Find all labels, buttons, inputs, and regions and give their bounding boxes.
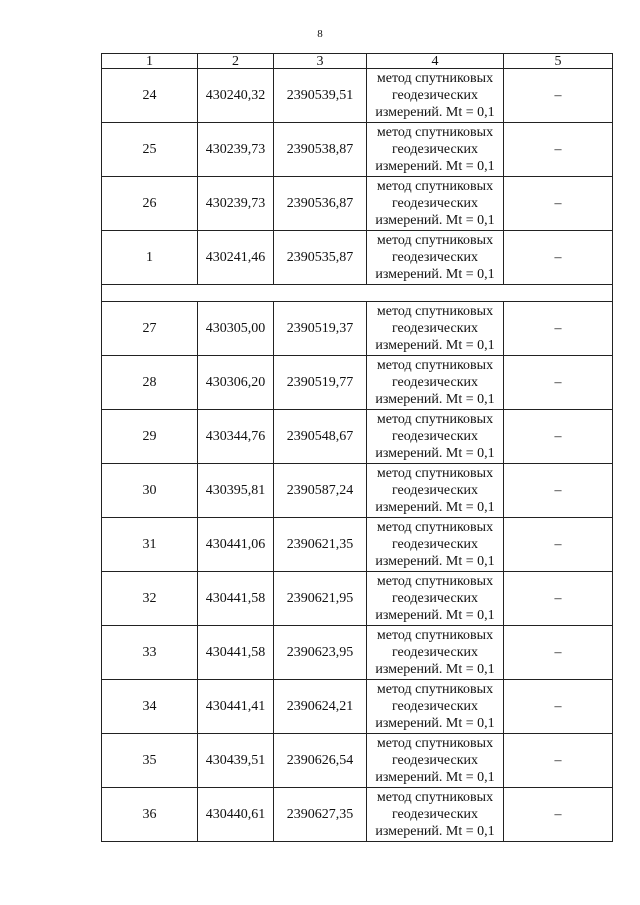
method-line: метод спутниковых bbox=[376, 574, 494, 589]
method-line: измерений. Mt = 0,1 bbox=[375, 716, 495, 731]
table-row bbox=[102, 410, 613, 464]
method-line: геодезических bbox=[391, 591, 478, 606]
method-line: метод спутниковых bbox=[376, 358, 494, 373]
y-coordinate-cell: 2390587,24 bbox=[274, 464, 367, 518]
method-cell bbox=[367, 518, 504, 572]
header-row bbox=[102, 54, 613, 69]
table-row bbox=[102, 572, 613, 626]
method-cell bbox=[367, 356, 504, 410]
y-coordinate-cell: 2390535,87 bbox=[274, 231, 367, 285]
method-line: геодезических bbox=[391, 753, 478, 768]
method-line: геодезических bbox=[391, 699, 478, 714]
method-line: метод спутниковых bbox=[376, 179, 494, 194]
note-cell: – bbox=[504, 464, 613, 518]
method-cell bbox=[367, 464, 504, 518]
method-line: геодезических bbox=[391, 250, 478, 265]
method-line: геодезических bbox=[391, 537, 478, 552]
point-number-cell: 32 bbox=[102, 572, 198, 626]
x-coordinate-cell: 430441,58 bbox=[198, 572, 274, 626]
method-line: геодезических bbox=[391, 375, 478, 390]
method-line: метод спутниковых bbox=[376, 466, 494, 481]
table-row bbox=[102, 231, 613, 285]
method-line: измерений. Mt = 0,1 bbox=[375, 338, 495, 353]
page-number: 8 bbox=[317, 28, 323, 40]
x-coordinate-cell: 430239,73 bbox=[198, 123, 274, 177]
method-line: метод спутниковых bbox=[376, 736, 494, 751]
table-row bbox=[102, 734, 613, 788]
x-coordinate-cell: 430440,61 bbox=[198, 788, 274, 842]
y-coordinate-cell: 2390624,21 bbox=[274, 680, 367, 734]
table-row bbox=[102, 356, 613, 410]
point-number-cell: 31 bbox=[102, 518, 198, 572]
method-line: измерений. Mt = 0,1 bbox=[375, 159, 495, 174]
method-line: геодезических bbox=[391, 645, 478, 660]
y-coordinate-cell: 2390548,67 bbox=[274, 410, 367, 464]
x-coordinate-cell: 430439,51 bbox=[198, 734, 274, 788]
point-number-cell: 35 bbox=[102, 734, 198, 788]
table-row bbox=[102, 788, 613, 842]
method-line: метод спутниковых bbox=[376, 304, 494, 319]
point-number-cell: 1 bbox=[102, 231, 198, 285]
table-row bbox=[102, 123, 613, 177]
x-coordinate-cell: 430240,32 bbox=[198, 69, 274, 123]
y-coordinate-cell: 2390626,54 bbox=[274, 734, 367, 788]
method-line: метод спутниковых bbox=[376, 628, 494, 643]
method-line: геодезических bbox=[391, 196, 478, 211]
method-cell bbox=[367, 69, 504, 123]
method-line: измерений. Mt = 0,1 bbox=[375, 770, 495, 785]
point-number-cell: 34 bbox=[102, 680, 198, 734]
header-cell: 4 bbox=[367, 54, 504, 69]
method-line: геодезических bbox=[391, 88, 478, 103]
method-line: геодезических bbox=[391, 321, 478, 336]
group-separator-row bbox=[102, 285, 613, 302]
method-line: измерений. Mt = 0,1 bbox=[375, 824, 495, 839]
method-line: геодезических bbox=[391, 807, 478, 822]
note-cell: – bbox=[504, 626, 613, 680]
method-line: геодезических bbox=[391, 142, 478, 157]
method-line: измерений. Mt = 0,1 bbox=[375, 105, 495, 120]
x-coordinate-cell: 430306,20 bbox=[198, 356, 274, 410]
method-cell bbox=[367, 626, 504, 680]
x-coordinate-cell: 430344,76 bbox=[198, 410, 274, 464]
method-cell bbox=[367, 410, 504, 464]
method-line: измерений. Mt = 0,1 bbox=[375, 267, 495, 282]
y-coordinate-cell: 2390539,51 bbox=[274, 69, 367, 123]
method-cell bbox=[367, 177, 504, 231]
method-line: метод спутниковых bbox=[376, 233, 494, 248]
table-row bbox=[102, 518, 613, 572]
note-cell: – bbox=[504, 734, 613, 788]
header-cell: 3 bbox=[274, 54, 367, 69]
y-coordinate-cell: 2390627,35 bbox=[274, 788, 367, 842]
table-row bbox=[102, 680, 613, 734]
note-cell: – bbox=[504, 231, 613, 285]
y-coordinate-cell: 2390538,87 bbox=[274, 123, 367, 177]
note-cell: – bbox=[504, 518, 613, 572]
method-line: метод спутниковых bbox=[376, 412, 494, 427]
method-line: геодезических bbox=[391, 483, 478, 498]
x-coordinate-cell: 430239,73 bbox=[198, 177, 274, 231]
method-line: метод спутниковых bbox=[376, 790, 494, 805]
method-line: измерений. Mt = 0,1 bbox=[375, 392, 495, 407]
table-row bbox=[102, 69, 613, 123]
y-coordinate-cell: 2390536,87 bbox=[274, 177, 367, 231]
separator-cell bbox=[102, 285, 613, 302]
method-line: метод спутниковых bbox=[376, 520, 494, 535]
method-line: измерений. Mt = 0,1 bbox=[375, 500, 495, 515]
note-cell: – bbox=[504, 788, 613, 842]
note-cell: – bbox=[504, 356, 613, 410]
method-line: измерений. Mt = 0,1 bbox=[375, 662, 495, 677]
note-cell: – bbox=[504, 410, 613, 464]
y-coordinate-cell: 2390519,37 bbox=[274, 302, 367, 356]
method-line: геодезических bbox=[391, 429, 478, 444]
method-line: измерений. Mt = 0,1 bbox=[375, 608, 495, 623]
header-cell: 2 bbox=[198, 54, 274, 69]
method-line: измерений. Mt = 0,1 bbox=[375, 446, 495, 461]
point-number-cell: 36 bbox=[102, 788, 198, 842]
x-coordinate-cell: 430441,06 bbox=[198, 518, 274, 572]
table-row bbox=[102, 464, 613, 518]
point-number-cell: 30 bbox=[102, 464, 198, 518]
point-number-cell: 33 bbox=[102, 626, 198, 680]
table-row bbox=[102, 177, 613, 231]
method-line: метод спутниковых bbox=[376, 682, 494, 697]
method-cell bbox=[367, 734, 504, 788]
x-coordinate-cell: 430441,58 bbox=[198, 626, 274, 680]
y-coordinate-cell: 2390621,95 bbox=[274, 572, 367, 626]
coordinates-table bbox=[101, 53, 613, 842]
x-coordinate-cell: 430241,46 bbox=[198, 231, 274, 285]
header-cell: 1 bbox=[102, 54, 198, 69]
method-cell bbox=[367, 788, 504, 842]
note-cell: – bbox=[504, 680, 613, 734]
y-coordinate-cell: 2390623,95 bbox=[274, 626, 367, 680]
method-cell bbox=[367, 231, 504, 285]
note-cell: – bbox=[504, 572, 613, 626]
table-row bbox=[102, 626, 613, 680]
note-cell: – bbox=[504, 123, 613, 177]
point-number-cell: 24 bbox=[102, 69, 198, 123]
method-line: измерений. Mt = 0,1 bbox=[375, 554, 495, 569]
y-coordinate-cell: 2390621,35 bbox=[274, 518, 367, 572]
header-cell: 5 bbox=[504, 54, 613, 69]
method-cell bbox=[367, 123, 504, 177]
method-line: метод спутниковых bbox=[376, 71, 494, 86]
note-cell: – bbox=[504, 177, 613, 231]
x-coordinate-cell: 430441,41 bbox=[198, 680, 274, 734]
method-cell bbox=[367, 572, 504, 626]
method-line: метод спутниковых bbox=[376, 125, 494, 140]
table-row bbox=[102, 302, 613, 356]
method-cell bbox=[367, 680, 504, 734]
x-coordinate-cell: 430305,00 bbox=[198, 302, 274, 356]
note-cell: – bbox=[504, 302, 613, 356]
point-number-cell: 25 bbox=[102, 123, 198, 177]
method-line: измерений. Mt = 0,1 bbox=[375, 213, 495, 228]
point-number-cell: 29 bbox=[102, 410, 198, 464]
point-number-cell: 27 bbox=[102, 302, 198, 356]
method-cell bbox=[367, 302, 504, 356]
note-cell: – bbox=[504, 69, 613, 123]
y-coordinate-cell: 2390519,77 bbox=[274, 356, 367, 410]
point-number-cell: 26 bbox=[102, 177, 198, 231]
x-coordinate-cell: 430395,81 bbox=[198, 464, 274, 518]
point-number-cell: 28 bbox=[102, 356, 198, 410]
